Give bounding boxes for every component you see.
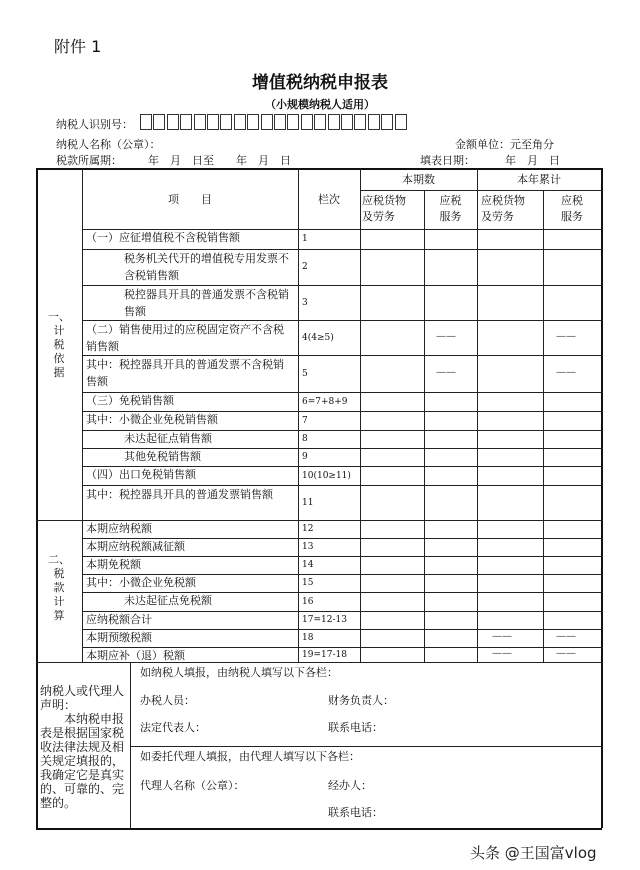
- row-na-dash: ——: [556, 366, 576, 378]
- taxpayer-id-box[interactable]: [153, 114, 165, 130]
- row-value-cell[interactable]: [478, 557, 543, 574]
- annex-label: 附件 1: [54, 37, 102, 56]
- taxpayer-id-box[interactable]: [381, 114, 393, 130]
- row-value-cell[interactable]: [544, 575, 601, 592]
- row-value-cell[interactable]: [361, 467, 424, 485]
- row-value-cell[interactable]: [478, 449, 543, 466]
- row-value-cell[interactable]: [478, 250, 543, 285]
- row-value-cell[interactable]: [544, 612, 601, 629]
- row-value-cell[interactable]: [425, 250, 477, 285]
- row-col-no: 6=7+8+9: [302, 396, 348, 407]
- row-value-cell[interactable]: [425, 286, 477, 320]
- row-value-cell[interactable]: [361, 321, 424, 355]
- row-value-cell[interactable]: [478, 467, 543, 485]
- header-current-services: 应税 服务: [439, 194, 462, 223]
- row-value-cell[interactable]: [361, 612, 424, 629]
- row-col-no: 14: [302, 560, 314, 570]
- row-value-cell[interactable]: [544, 286, 601, 320]
- row-value-cell[interactable]: [425, 575, 477, 592]
- row-value-cell[interactable]: [361, 250, 424, 285]
- row-value-cell[interactable]: [425, 449, 477, 466]
- table-hline: [36, 520, 82, 521]
- row-col-no: 8: [302, 434, 308, 444]
- row-col-no: 16: [302, 596, 314, 607]
- row-na-dash: ——: [492, 631, 512, 642]
- taxpayer-id-box[interactable]: [314, 114, 326, 130]
- row-value-cell[interactable]: [544, 431, 601, 448]
- taxpayer-id-box[interactable]: [287, 114, 299, 130]
- row-item: 本期预缴税额: [86, 631, 152, 644]
- table-hline: [360, 190, 602, 191]
- row-value-cell[interactable]: [361, 356, 424, 392]
- header-year-services: 应税 服务: [561, 194, 583, 223]
- finance-label: 财务负责人：: [328, 694, 394, 707]
- table-vline: [298, 168, 299, 662]
- row-item: 本期应补（退）税额: [86, 649, 185, 662]
- row-value-cell[interactable]: [361, 393, 424, 411]
- row-item: 未达起征点免税额: [124, 594, 212, 607]
- table-vline: [130, 662, 131, 828]
- table-vline: [36, 168, 38, 828]
- row-value-cell[interactable]: [544, 486, 601, 520]
- row-item: （三）免税销售额: [86, 394, 174, 407]
- row-value-cell[interactable]: [544, 449, 601, 466]
- period-text: 年 月 日至 年 月 日: [148, 154, 291, 167]
- row-value-cell[interactable]: [478, 356, 543, 392]
- agent-phone-label: 联系电话：: [328, 806, 383, 819]
- taxpayer-id-box[interactable]: [274, 114, 286, 130]
- row-value-cell[interactable]: [478, 412, 543, 430]
- form-title: 增值税纳税申报表: [252, 73, 388, 93]
- taxpayer-id-box[interactable]: [341, 114, 353, 130]
- row-col-no: 17=12-13: [302, 615, 347, 625]
- row-na-dash: ——: [556, 647, 576, 659]
- taxpayer-id-box[interactable]: [354, 114, 366, 130]
- row-value-cell[interactable]: [478, 593, 543, 611]
- row-value-cell[interactable]: [478, 393, 543, 411]
- row-col-no: 1: [302, 234, 308, 244]
- row-na-dash: ——: [436, 366, 456, 378]
- header-year-goods: 应税货物 及劳务: [481, 194, 525, 223]
- row-value-cell[interactable]: [361, 575, 424, 592]
- row-col-no: 2: [302, 262, 308, 272]
- taxpayer-id-box[interactable]: [368, 114, 380, 130]
- row-value-cell[interactable]: [361, 286, 424, 320]
- taxpayer-name-label: 纳税人名称（公章）：: [56, 138, 161, 151]
- row-col-no: 7: [302, 415, 308, 426]
- taxpayer-id-box[interactable]: [140, 114, 152, 130]
- row-value-cell[interactable]: [544, 393, 601, 411]
- declaration-text: 纳税人或代理人声明： 本纳税申报表是根据国家税收法律法规及相关规定填报的，我确定它是真实的、可靠的、完整的。: [40, 684, 125, 810]
- period-label: 税款所属期：: [56, 154, 122, 167]
- table-hline: [130, 746, 602, 747]
- row-item: 应纳税额合计: [86, 613, 152, 626]
- section2-label: 二、 税 款 计 算: [48, 553, 70, 622]
- row-value-cell[interactable]: [425, 593, 477, 611]
- row-value-cell[interactable]: [361, 557, 424, 574]
- row-item: 未达起征点销售额: [124, 432, 212, 445]
- row-value-cell[interactable]: [425, 230, 477, 249]
- row-value-cell[interactable]: [544, 230, 601, 249]
- row-na-dash: ——: [492, 647, 512, 659]
- amount-unit: 金额单位：元至角分: [455, 138, 554, 151]
- row-value-cell[interactable]: [361, 486, 424, 520]
- fill-date-text: 年 月 日: [505, 154, 560, 167]
- taxpayer-id-box[interactable]: [395, 114, 407, 130]
- row-value-cell[interactable]: [425, 431, 477, 448]
- header-col-no: 栏次: [318, 193, 340, 206]
- row-value-cell[interactable]: [478, 230, 543, 249]
- row-item: （四）出口免税销售额: [86, 468, 196, 481]
- row-value-cell[interactable]: [478, 575, 543, 592]
- row-na-dash: ——: [556, 330, 576, 342]
- row-value-cell[interactable]: [425, 467, 477, 485]
- row-item: （一）应征增值税不含税销售额: [86, 231, 240, 244]
- header-year-total: 本年累计: [517, 173, 561, 186]
- form-subtitle: （小规模纳税人适用）: [265, 98, 375, 111]
- row-value-cell[interactable]: [478, 486, 543, 520]
- row-value-cell[interactable]: [425, 557, 477, 574]
- header-item: 项 目: [168, 193, 212, 206]
- row-value-cell[interactable]: [361, 412, 424, 430]
- row-na-dash: ——: [556, 631, 576, 642]
- header-current-period: 本期数: [402, 173, 435, 186]
- table-vline: [82, 168, 83, 662]
- row-value-cell[interactable]: [361, 449, 424, 466]
- row-col-no: 15: [302, 578, 314, 588]
- row-col-no: 9: [302, 452, 308, 462]
- row-value-cell[interactable]: [361, 230, 424, 249]
- header-current-goods: 应税货物 及劳务: [362, 194, 406, 223]
- row-value-cell[interactable]: [478, 539, 543, 556]
- taxpayer-id-box[interactable]: [234, 114, 246, 130]
- row-value-cell[interactable]: [544, 250, 601, 285]
- taxpayer-id-box[interactable]: [207, 114, 219, 130]
- row-value-cell[interactable]: [544, 593, 601, 611]
- table-hline: [36, 168, 602, 170]
- row-value-cell[interactable]: [478, 431, 543, 448]
- row-item: 本期应纳税额减征额: [86, 540, 185, 553]
- handler-label: 办税人员：: [140, 694, 195, 707]
- row-value-cell[interactable]: [425, 630, 477, 647]
- row-item: （二）销售使用过的应税固定资产不含税销售额: [86, 323, 284, 353]
- agent-fill-note: 如委托代理人填报，由代理人填写以下各栏：: [140, 750, 360, 763]
- row-col-no: 11: [302, 497, 314, 508]
- row-value-cell[interactable]: [544, 539, 601, 556]
- row-item: 本期免税额: [86, 558, 141, 571]
- row-value-cell[interactable]: [425, 486, 477, 520]
- row-value-cell[interactable]: [425, 539, 477, 556]
- row-value-cell[interactable]: [544, 557, 601, 574]
- row-value-cell[interactable]: [544, 412, 601, 430]
- table-vline: [601, 168, 603, 828]
- row-col-no: 10(10≥11): [302, 470, 351, 481]
- row-col-no: 19=17-18: [302, 649, 347, 660]
- row-value-cell[interactable]: [544, 521, 601, 538]
- taxpayer-id-box[interactable]: [220, 114, 232, 130]
- taxpayer-id-box[interactable]: [328, 114, 340, 130]
- row-item: 税务机关代开的增值税专用发票不含税销售额: [124, 252, 289, 282]
- row-item: 其他免税销售额: [124, 450, 201, 463]
- taxpayer-id-box[interactable]: [301, 114, 313, 130]
- row-col-no: 3: [302, 297, 308, 308]
- row-value-cell[interactable]: [478, 612, 543, 629]
- row-value-cell[interactable]: [425, 648, 477, 662]
- row-value-cell[interactable]: [478, 321, 543, 355]
- row-col-no: 4(4≥5): [302, 332, 334, 343]
- table-hline: [36, 828, 602, 830]
- row-item: 其中：税控器具开具的普通发票不含税销售额: [86, 358, 284, 388]
- watermark: 头条 @王国富vlog: [470, 844, 597, 862]
- taxpayer-id-box[interactable]: [180, 114, 192, 130]
- taxpayer-id-box[interactable]: [167, 114, 179, 130]
- row-item: 其中：小微企业免税额: [86, 576, 196, 589]
- row-value-cell[interactable]: [361, 630, 424, 647]
- taxpayer-fill-note: 如纳税人填报，由纳税人填写以下各栏：: [140, 666, 338, 679]
- row-item: 其中：税控器具开具的普通发票销售额: [86, 488, 273, 501]
- taxpayer-id-box[interactable]: [194, 114, 206, 130]
- row-col-no: 12: [302, 524, 314, 534]
- section1-label: 一、 计 税 依 据: [48, 310, 70, 379]
- row-value-cell[interactable]: [425, 521, 477, 538]
- row-item: 其中：小微企业免税销售额: [86, 413, 218, 426]
- row-value-cell[interactable]: [361, 431, 424, 448]
- taxpayer-id-box[interactable]: [261, 114, 273, 130]
- row-value-cell[interactable]: [425, 612, 477, 629]
- row-col-no: 13: [302, 542, 314, 552]
- agent-name-label: 代理人名称（公章）：: [140, 779, 245, 792]
- row-col-no: 5: [302, 368, 308, 379]
- row-value-cell[interactable]: [361, 593, 424, 611]
- row-value-cell[interactable]: [425, 393, 477, 411]
- fill-date-label: 填表日期：: [420, 154, 475, 167]
- row-value-cell[interactable]: [361, 521, 424, 538]
- row-item: 本期应纳税额: [86, 522, 152, 535]
- row-na-dash: ——: [436, 330, 456, 342]
- legal-rep-label: 法定代表人：: [140, 721, 206, 734]
- row-value-cell[interactable]: [544, 467, 601, 485]
- agent-handler-label: 经办人：: [328, 779, 372, 792]
- row-col-no: 18: [302, 633, 314, 643]
- row-value-cell[interactable]: [361, 539, 424, 556]
- taxpayer-id-box[interactable]: [247, 114, 259, 130]
- row-value-cell[interactable]: [425, 412, 477, 430]
- phone-label: 联系电话：: [328, 721, 383, 734]
- taxpayer-id-label: 纳税人识别号：: [56, 118, 133, 131]
- row-value-cell[interactable]: [478, 286, 543, 320]
- row-value-cell[interactable]: [478, 521, 543, 538]
- row-item: 税控器具开具的普通发票不含税销售额: [124, 288, 289, 318]
- row-value-cell[interactable]: [361, 648, 424, 662]
